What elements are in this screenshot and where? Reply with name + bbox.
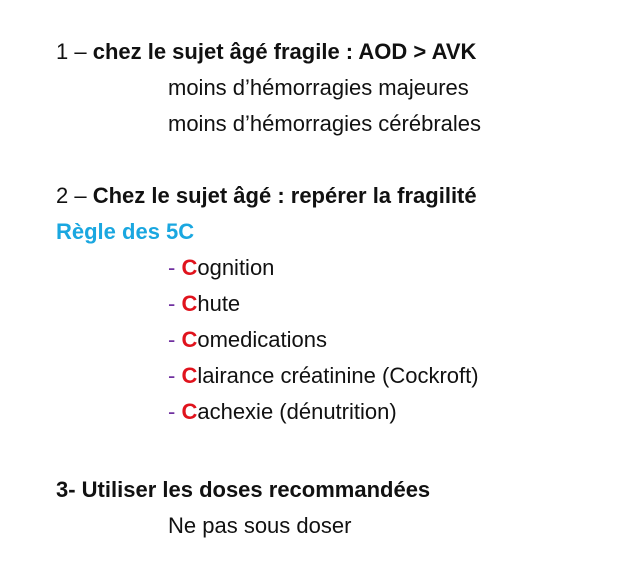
section2-number: 2 – bbox=[56, 183, 93, 208]
list-item bbox=[168, 290, 240, 318]
section1-point-2: moins d’hémorragies cérébrales bbox=[168, 111, 482, 136]
list-letter: C bbox=[181, 327, 198, 352]
list-text: ognition bbox=[197, 255, 275, 280]
list-dash: - bbox=[168, 291, 182, 316]
list-item bbox=[168, 254, 274, 282]
list-dash: - bbox=[168, 399, 182, 424]
list-item bbox=[168, 362, 479, 390]
list-dash: - bbox=[168, 255, 182, 280]
list-item bbox=[168, 398, 397, 426]
list-letter: C bbox=[181, 363, 198, 388]
section2-heading-text: Chez le sujet âgé : repérer la fragilité bbox=[92, 183, 477, 208]
list-letter: C bbox=[181, 255, 198, 280]
section3-heading: 3- Utiliser les doses recommandées bbox=[56, 477, 431, 502]
list-item bbox=[168, 326, 327, 354]
list-letter: C bbox=[181, 399, 198, 424]
section1-number: 1 – bbox=[56, 39, 93, 64]
rule-title: Règle des 5C bbox=[56, 219, 195, 244]
list-dash: - bbox=[168, 363, 182, 388]
list-dash: - bbox=[168, 327, 182, 352]
list-text: achexie (dénutrition) bbox=[197, 399, 397, 424]
list-text: lairance créatinine (Cockroft) bbox=[197, 363, 479, 388]
section1-heading bbox=[56, 38, 476, 66]
section3-point: Ne pas sous doser bbox=[168, 513, 352, 538]
list-text: hute bbox=[197, 291, 241, 316]
list-letter: C bbox=[181, 291, 198, 316]
list-text: omedications bbox=[197, 327, 327, 352]
section2-heading bbox=[56, 182, 477, 210]
section1-point-1: moins d’hémorragies majeures bbox=[168, 75, 469, 100]
section1-heading-text: chez le sujet âgé fragile : AOD > AVK bbox=[92, 39, 477, 64]
